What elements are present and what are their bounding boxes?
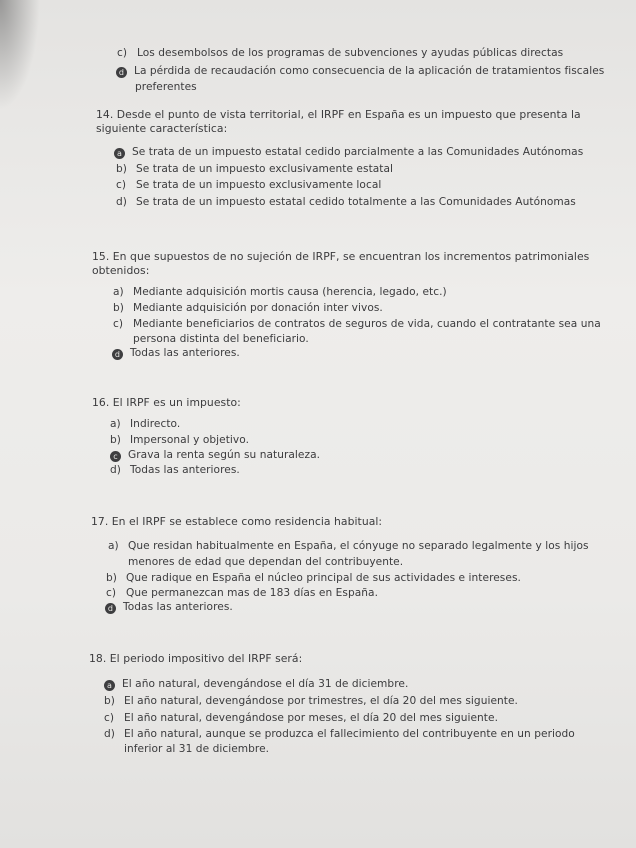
option-text: Se trata de un impuesto exclusivamente estatal <box>136 163 394 175</box>
selected-answer-mark: a <box>104 680 115 691</box>
q14-option-b <box>116 163 393 176</box>
q15-option-c-continued <box>133 333 309 346</box>
option-letter: b) <box>106 572 117 584</box>
option-text: Indirecto. <box>130 418 181 430</box>
option-letter: a) <box>110 418 121 430</box>
selected-answer-mark: d <box>116 67 127 78</box>
option-text: El año natural, devengándose el día 31 de diciembre. <box>122 678 409 690</box>
selected-answer-mark: c <box>110 451 121 462</box>
q17-option-b <box>106 572 521 585</box>
option-text: Se trata de un impuesto exclusivamente local <box>136 179 382 191</box>
q16-option-c <box>110 449 320 462</box>
q15-stem: 15. En que supuestos de no sujeción de IRPF, se encuentran los incrementos patrimoniales <box>92 250 590 263</box>
option-letter: b) <box>113 302 124 314</box>
option-letter: a) <box>108 540 119 552</box>
option-letter: c) <box>106 587 117 599</box>
q15-option-d <box>112 347 240 360</box>
option-text: Todas las anteriores. <box>130 347 240 359</box>
q15-stem-continued: obtenidos: <box>92 264 150 277</box>
q18-option-b <box>104 695 518 708</box>
option-letter: b) <box>110 434 121 446</box>
option-text: Que permanezcan mas de 183 días en España. <box>126 587 378 599</box>
option-letter: b) <box>116 163 127 175</box>
q14-option-c <box>116 179 381 192</box>
option-letter: d) <box>104 728 115 740</box>
q18-stem: 18. El periodo impositivo del IRPF será: <box>89 652 303 665</box>
q17-stem: 17. En el IRPF se establece como residencia habitual: <box>91 515 383 528</box>
option-letter: b) <box>104 695 115 707</box>
option-letter: a) <box>113 286 124 298</box>
option-text: Que radique en España el núcleo principal de sus actividades e intereses. <box>126 572 521 584</box>
option-text: El año natural, aunque se produzca el fallecimiento del contribuyente en un periodo <box>124 728 575 740</box>
q16-option-b <box>110 434 249 447</box>
option-text: Todas las anteriores. <box>123 601 233 613</box>
option-letter: d) <box>116 196 127 208</box>
selected-answer-mark: d <box>105 603 116 614</box>
q13-option-c <box>117 47 563 60</box>
option-letter: c) <box>117 47 128 59</box>
q15-option-a <box>113 286 447 299</box>
option-letter: c) <box>113 318 124 330</box>
q17-option-a-continued <box>128 556 403 569</box>
q13-option-d <box>116 65 604 78</box>
q17-option-c <box>106 587 378 600</box>
option-text: Mediante adquisición mortis causa (herencia, legado, etc.) <box>133 286 447 298</box>
option-text: El año natural, devengándose por meses, el día 20 del mes siguiente. <box>124 712 498 724</box>
q15-option-b <box>113 302 383 315</box>
q18-option-a <box>104 678 408 691</box>
q18-option-c <box>104 712 498 725</box>
q13-option-d-continued <box>135 81 197 94</box>
q14-stem-continued: siguiente característica: <box>96 122 228 135</box>
option-text: preferentes <box>135 81 197 93</box>
option-text: persona distinta del beneficiario. <box>133 333 309 345</box>
option-text: Que residan habitualmente en España, el cónyuge no separado legalmente y los hijos <box>128 540 589 552</box>
option-letter: d) <box>110 464 121 476</box>
q17-option-a <box>108 540 589 553</box>
q16-option-d <box>110 464 240 477</box>
q16-stem: 16. El IRPF es un impuesto: <box>92 396 241 409</box>
option-text: Todas las anteriores. <box>130 464 240 476</box>
option-text: Grava la renta según su naturaleza. <box>128 449 321 461</box>
option-text: Mediante adquisición por donación inter vivos. <box>133 302 383 314</box>
q17-option-d <box>105 601 233 614</box>
option-text: La pérdida de recaudación como consecuencia de la aplicación de tratamientos fiscales <box>134 65 605 77</box>
q16-option-a <box>110 418 180 431</box>
option-text: El año natural, devengándose por trimestres, el día 20 del mes siguiente. <box>124 695 518 707</box>
selected-answer-mark: d <box>112 349 123 360</box>
option-text: inferior al 31 de diciembre. <box>124 743 270 755</box>
q14-option-a <box>114 146 583 159</box>
option-text: Mediante beneficiarios de contratos de seguros de vida, cuando el contratante sea una <box>133 318 601 330</box>
option-text: Se trata de un impuesto estatal cedido totalmente a las Comunidades Autónomas <box>136 196 576 208</box>
q18-option-d <box>104 728 575 741</box>
selected-answer-mark: a <box>114 148 125 159</box>
q14-option-d <box>116 196 576 209</box>
q18-option-d-continued <box>124 743 269 756</box>
option-text: menores de edad que dependan del contribuyente. <box>128 556 404 568</box>
option-letter: c) <box>116 179 127 191</box>
q15-option-c <box>113 318 601 331</box>
option-text: Impersonal y objetivo. <box>130 434 249 446</box>
option-text: Se trata de un impuesto estatal cedido parcialmente a las Comunidades Autónomas <box>132 146 584 158</box>
q14-stem: 14. Desde el punto de vista territorial, el IRPF en España es un impuesto que presenta la <box>96 108 581 121</box>
option-letter: c) <box>104 712 115 724</box>
option-text: Los desembolsos de los programas de subvenciones y ayudas públicas directas <box>137 47 564 59</box>
